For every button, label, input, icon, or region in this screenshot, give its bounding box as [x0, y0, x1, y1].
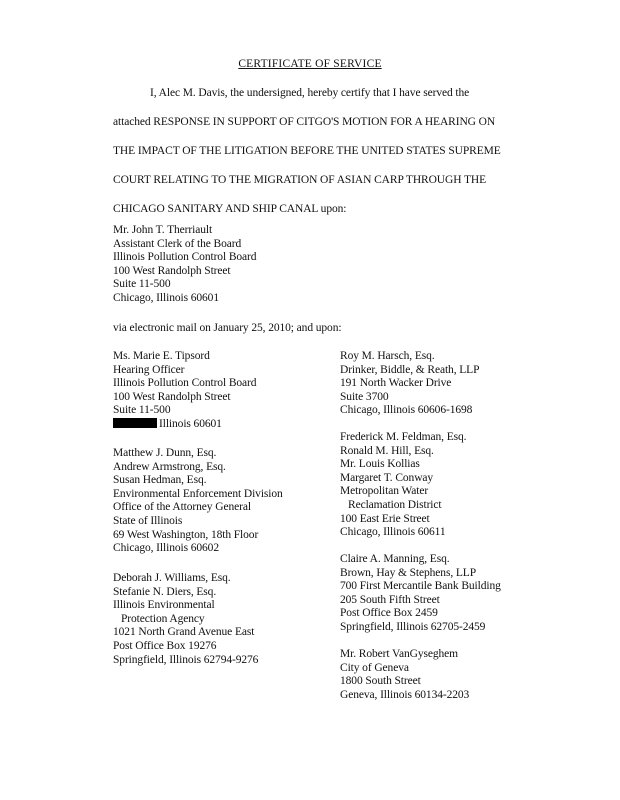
address-line: Deborah J. Williams, Esq. — [113, 572, 231, 584]
address-line: Protection Agency — [121, 612, 205, 625]
address-line: Illinois 60601 — [113, 418, 256, 432]
recipient-address — [113, 447, 283, 556]
address-line: Hearing Officer — [113, 363, 185, 376]
body-line: attached RESPONSE IN SUPPORT OF CITGO'S MOTION FOR A HEARING ON — [113, 116, 496, 128]
address-line: 191 North Wacker Drive — [340, 377, 452, 390]
address-line: State of Illinois — [113, 514, 183, 527]
address-line: Springfield, Illinois 62705-2459 — [340, 620, 486, 633]
address-line: Mr. Robert VanGyseghem — [340, 648, 459, 660]
recipient-address — [340, 648, 469, 702]
address-line: 1021 North Grand Avenue East — [113, 626, 255, 639]
address-line: 100 East Erie Street — [340, 512, 430, 525]
address-line: 205 South Fifth Street — [340, 593, 440, 606]
address-line: Matthew J. Dunn, Esq. — [113, 447, 217, 459]
address-line: Drinker, Biddle, & Reath, LLP — [340, 363, 480, 376]
address-line: Susan Hedman, Esq. — [113, 474, 207, 487]
address-line: Frederick M. Feldman, Esq. — [340, 431, 467, 443]
address-line: Reclamation District — [348, 498, 442, 511]
redaction-bar — [113, 418, 157, 428]
address-line: Mr. John T. Therriault — [113, 224, 213, 236]
address-line: Andrew Armstrong, Esq. — [113, 460, 226, 473]
certificate-title: CERTIFICATE OF SERVICE — [238, 58, 382, 70]
address-line: Assistant Clerk of the Board — [113, 237, 242, 250]
address-line: Post Office Box 19276 — [113, 639, 217, 652]
body-line: CHICAGO SANITARY AND SHIP CANAL upon: — [113, 203, 347, 215]
address-line: Chicago, Illinois 60602 — [113, 542, 219, 555]
body-line: COURT RELATING TO THE MIGRATION OF ASIAN CARP THROUGH THE — [113, 174, 487, 186]
address-line: 100 West Randolph Street — [113, 390, 231, 403]
recipient-address — [340, 350, 479, 418]
address-line: Office of the Attorney General — [113, 501, 251, 514]
address-line: 100 West Randolph Street — [113, 264, 231, 277]
address-line: Suite 3700 — [340, 390, 389, 403]
body-line: I, Alec M. Davis, the undersigned, hereby certify that I have served the — [150, 87, 470, 99]
address-line: Stefanie N. Diers, Esq. — [113, 585, 217, 598]
address-line: Roy M. Harsch, Esq. — [340, 350, 435, 362]
first-recipient-address — [113, 224, 256, 306]
service-method-line: via electronic mail on January 25, 2010; and upon: — [113, 322, 342, 334]
address-line: Springfield, Illinois 62794-9276 — [113, 653, 259, 666]
address-line: City of Geneva — [340, 661, 409, 674]
address-line: Chicago, Illinois 60606-1698 — [340, 404, 473, 417]
recipient-address — [340, 431, 466, 540]
address-line: Suite 11-500 — [113, 404, 171, 417]
address-line: Geneva, Illinois 60134-2203 — [340, 688, 470, 701]
address-line: 700 First Mercantile Bank Building — [340, 580, 501, 593]
address-line: Post Office Box 2459 — [340, 607, 438, 620]
address-line: Mr. Louis Kollias — [340, 458, 420, 471]
address-line: Claire A. Manning, Esq. — [340, 553, 450, 565]
address-line: Illinois Environmental — [113, 599, 215, 612]
address-line: Suite 11-500 — [113, 278, 171, 291]
address-line: Illinois Pollution Control Board — [113, 377, 257, 390]
address-line: Illinois Pollution Control Board — [113, 251, 257, 264]
address-line: Metropolitan Water — [340, 485, 429, 498]
address-line: Ms. Marie E. Tipsord — [113, 350, 210, 362]
address-line: Ronald M. Hill, Esq. — [340, 444, 434, 457]
address-line: Chicago, Illinois 60601 — [113, 291, 219, 304]
address-line: Brown, Hay & Stephens, LLP — [340, 566, 477, 579]
recipient-address — [113, 572, 258, 667]
recipient-address — [113, 350, 256, 432]
address-line: 1800 South Street — [340, 675, 421, 688]
address-line: Environmental Enforcement Division — [113, 487, 283, 500]
address-line: 69 West Washington, 18th Floor — [113, 528, 259, 541]
recipient-address — [340, 553, 501, 635]
body-line: THE IMPACT OF THE LITIGATION BEFORE THE UNITED STATES SUPREME — [113, 145, 501, 157]
address-line: Margaret T. Conway — [340, 471, 434, 484]
address-line: Chicago, Illinois 60611 — [340, 526, 446, 539]
